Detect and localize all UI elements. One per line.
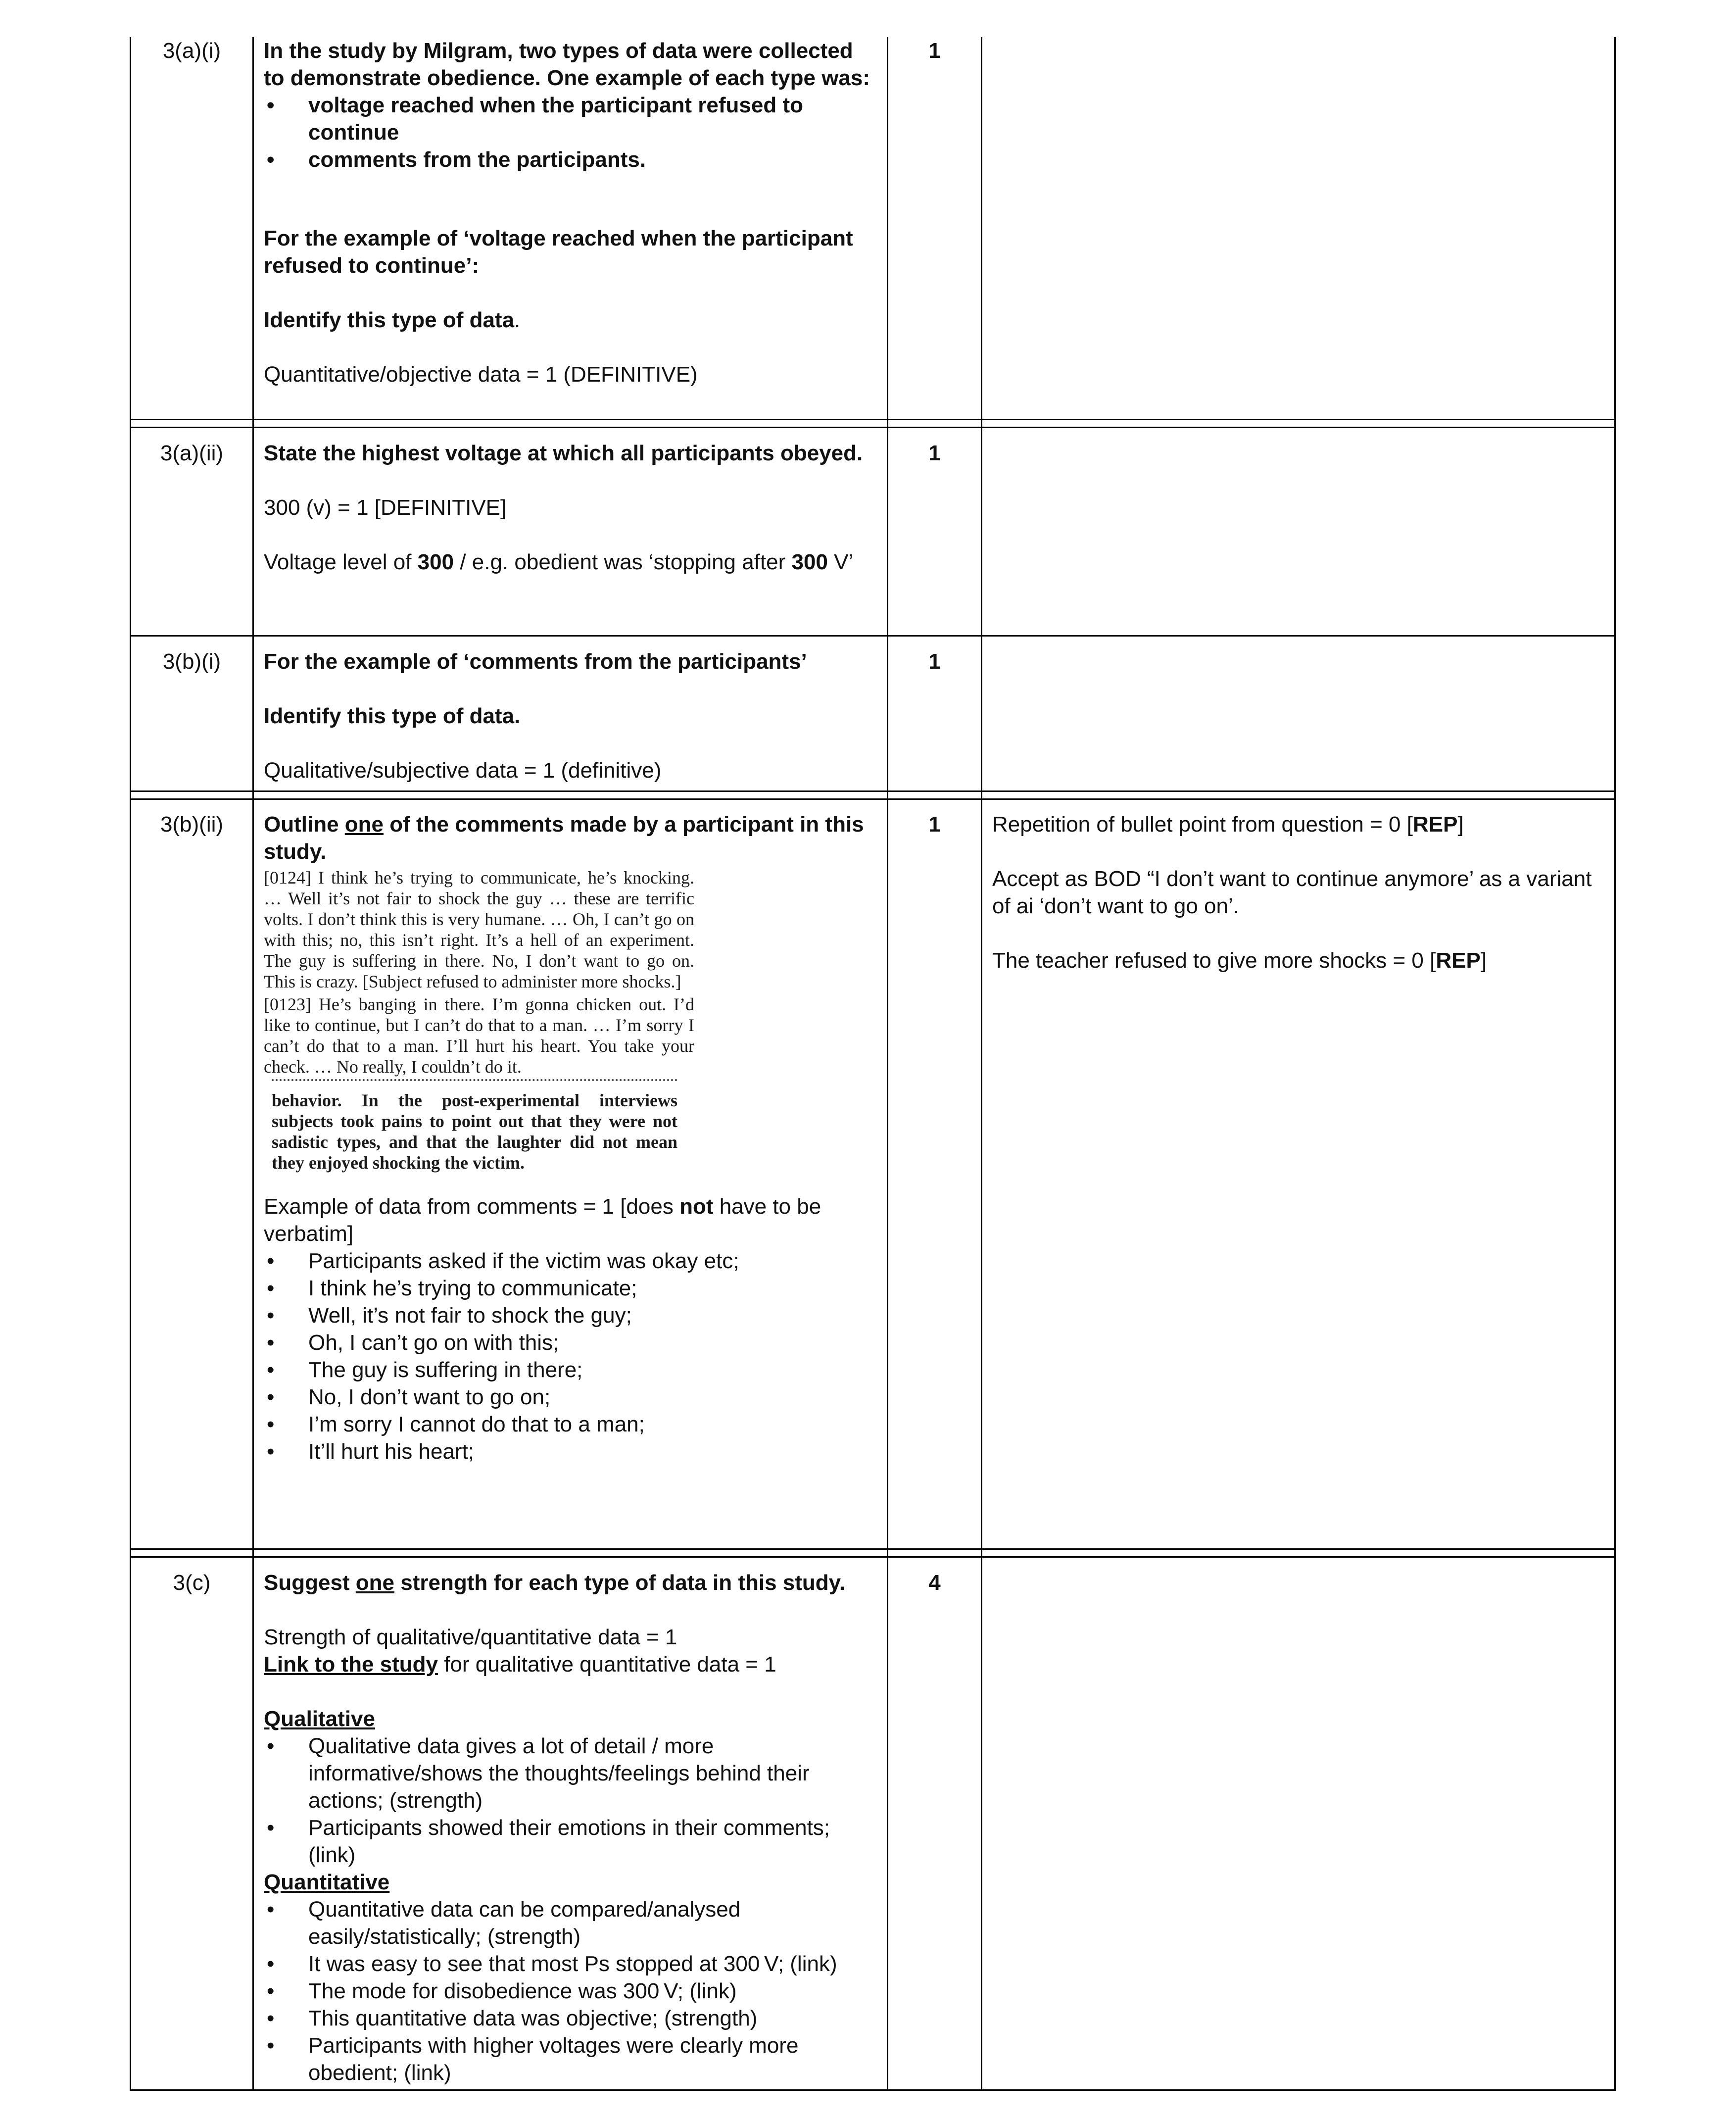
quantitative-heading: Quantitative — [264, 1870, 390, 1894]
guidance-cell — [992, 811, 1606, 974]
answer-bullet-list — [264, 1247, 877, 1465]
list-item: • It was easy to see that most Ps stopped at 300 V; (link) — [264, 1950, 877, 1977]
answer-bullet-list — [264, 1896, 877, 2086]
answer-text: Voltage level of 300 / e.g. obedient was ‘stopping after 300 V’ — [264, 550, 854, 574]
list-item: • No, I don’t want to go on; — [264, 1383, 877, 1411]
question-cell — [264, 648, 877, 784]
guidance-text: Repetition of bullet point from question = 0 [REP] — [992, 812, 1464, 837]
excerpt-paragraph: [0123] He’s banging in there. I’m gonna chicken out. I’d like to continue, but I can’t do that to a man. … I’m sorry I can’t do that to a man. I’ll hurt his heart. You take your check. … No really, I couldn’t do it. — [264, 994, 694, 1077]
list-item: • comments from the participants. — [264, 146, 877, 173]
row-separator — [130, 1556, 1616, 1558]
list-item: • Quantitative data can be compared/analysed easily/statistically; (strength) — [264, 1896, 877, 1950]
answer-text: Example of data from comments = 1 [does not have to be verbatim] — [264, 1194, 821, 1246]
question-cell — [264, 1569, 877, 2086]
excerpt-crop-edge — [272, 1079, 677, 1086]
guidance-text: Accept as BOD “I don’t want to continue anymore’ as a variant of ai ‘don’t want to go on’. — [992, 867, 1592, 918]
list-item: • Qualitative data gives a lot of detail / more informative/shows the thoughts/feelings behind their actions; (strength) — [264, 1732, 877, 1814]
question-text: For the example of ‘comments from the participants’ — [264, 649, 807, 674]
table-border-right — [1614, 37, 1616, 2090]
question-text: Suggest one strength for each type of data in this study. — [264, 1571, 846, 1595]
list-item: • It’ll hurt his heart; — [264, 1438, 877, 1465]
list-item: • voltage reached when the participant refused to continue — [264, 92, 877, 146]
marks-value: 1 — [928, 39, 941, 63]
excerpt-paragraph: [0124] I think he’s trying to communicate, he’s knocking. … Well it’s not fair to shock the guy … these are terrific volts. I don’t think this is very humane. … Oh, I can’t go on with this; no, this isn’t right. It’s a hell of an experiment. The guy is suffering in there. No, I don’t want to go on. This is crazy. [Subject refused to administer more shocks.] — [264, 868, 694, 991]
list-item: • The guy is suffering in there; — [264, 1356, 877, 1383]
marks-value: 1 — [928, 812, 941, 837]
question-cell — [264, 811, 877, 1465]
answer-bullet-list — [264, 1732, 877, 1869]
column-divider-question — [252, 37, 254, 2090]
column-divider-answer — [887, 37, 888, 2090]
study-excerpt-image: behavior. In the post-experimental interviews subjects took pains to point out that they were not sadistic types, and that the laughter did not mean they enjoyed shocking the victim. — [272, 1090, 677, 1173]
row-separator — [130, 635, 1616, 637]
answer-text: 300 (v) = 1 [DEFINITIVE] — [264, 495, 507, 520]
question-cell — [264, 440, 877, 576]
row-separator — [130, 1548, 1616, 1550]
table-border-bottom — [130, 2089, 1616, 2091]
marks-value: 4 — [928, 1571, 941, 1595]
question-cell — [264, 37, 877, 388]
column-divider-marks — [981, 37, 982, 2090]
question-text: Outline one of the comments made by a participant in this study. — [264, 812, 864, 864]
marks-value: 1 — [928, 649, 941, 674]
question-number: 3(a)(ii) — [160, 441, 224, 465]
study-excerpt-image — [264, 867, 694, 1077]
list-item: • I’m sorry I cannot do that to a man; — [264, 1411, 877, 1438]
row-separator — [130, 427, 1616, 428]
answer-text: Qualitative/subjective data = 1 (definitive) — [264, 758, 662, 783]
list-item: • This quantitative data was objective; (strength) — [264, 2005, 877, 2032]
qualitative-heading: Qualitative — [264, 1707, 375, 1731]
question-number: 3(b)(ii) — [160, 812, 224, 837]
marks-value: 1 — [928, 441, 941, 465]
identify-instruction: Identify this type of data. — [264, 308, 521, 332]
answer-text: Strength of qualitative/quantitative data = 1 — [264, 1625, 677, 1649]
question-text: State the highest voltage at which all participants obeyed. — [264, 441, 863, 465]
table-border-left — [130, 37, 131, 2090]
question-number: 3(b)(i) — [162, 649, 221, 674]
list-item: • Participants showed their emotions in their comments; (link) — [264, 1814, 877, 1869]
guidance-text: The teacher refused to give more shocks = 0 [REP] — [992, 948, 1487, 973]
row-separator — [130, 790, 1616, 792]
list-item: • Well, it’s not fair to shock the guy; — [264, 1302, 877, 1329]
list-item: • I think he’s trying to communicate; — [264, 1275, 877, 1302]
answer-text: Link to the study for qualitative quantitative data = 1 — [264, 1652, 776, 1677]
row-separator — [130, 798, 1616, 800]
question-number: 3(c) — [173, 1571, 211, 1595]
list-item: • Participants asked if the victim was okay etc; — [264, 1247, 877, 1275]
answer-text: Quantitative/objective data = 1 (DEFINITIVE) — [264, 362, 698, 387]
list-item: • Oh, I can’t go on with this; — [264, 1329, 877, 1356]
list-item: • The mode for disobedience was 300 V; (link) — [264, 1977, 877, 2005]
list-item: • Participants with higher voltages were clearly more obedient; (link) — [264, 2032, 877, 2086]
identify-instruction: Identify this type of data. — [264, 704, 521, 728]
question-bullet-list — [264, 92, 877, 173]
sub-question-text: For the example of ‘voltage reached when the participant refused to continue’: — [264, 226, 853, 278]
row-separator — [130, 419, 1616, 420]
question-text: In the study by Milgram, two types of data were collected to demonstrate obedience. One example of each type was: — [264, 39, 870, 90]
question-number: 3(a)(i) — [162, 39, 221, 63]
